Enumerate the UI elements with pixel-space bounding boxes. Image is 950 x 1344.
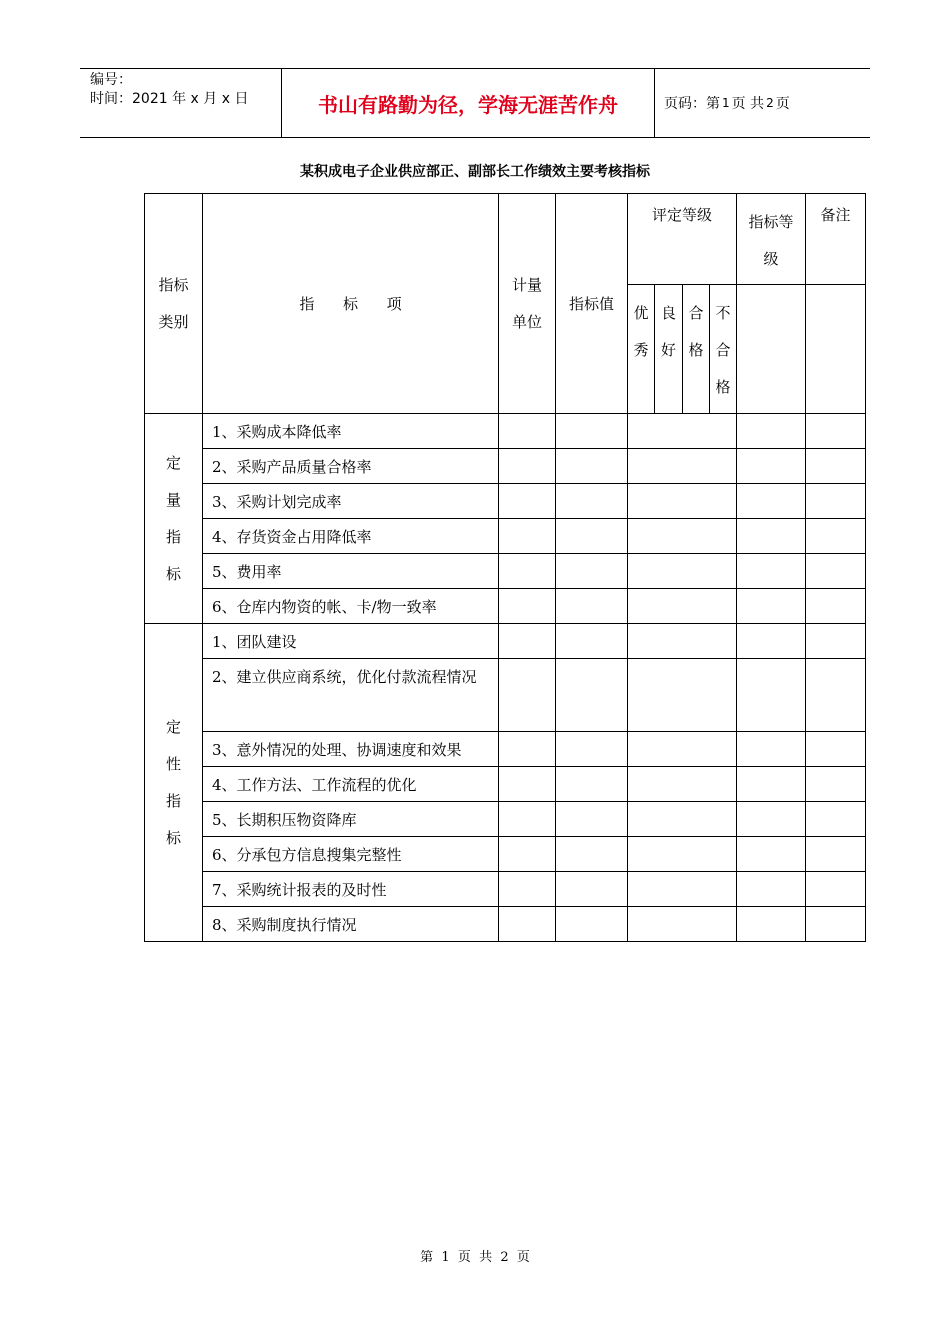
value-cell bbox=[556, 449, 628, 484]
value-cell bbox=[556, 414, 628, 449]
table-row bbox=[145, 449, 866, 484]
unit-cell bbox=[499, 519, 556, 554]
header-value: 指标值 bbox=[556, 194, 628, 414]
unit-cell bbox=[499, 907, 556, 942]
item-cell: 6、分承包方信息搜集完整性 bbox=[203, 837, 499, 872]
grade-cell bbox=[737, 872, 806, 907]
grade-cell bbox=[737, 414, 806, 449]
unit-cell bbox=[499, 449, 556, 484]
header-item: 指 标 项 bbox=[203, 194, 499, 414]
header-divider bbox=[654, 69, 655, 137]
value-cell bbox=[556, 484, 628, 519]
page-mid: 页 共 bbox=[731, 96, 765, 112]
number-label: 编号： bbox=[90, 72, 132, 88]
item-cell: 5、费用率 bbox=[203, 554, 499, 589]
unit-cell bbox=[499, 732, 556, 767]
value-cell bbox=[556, 554, 628, 589]
grade-cell bbox=[737, 554, 806, 589]
table-row bbox=[145, 659, 866, 732]
table-row bbox=[145, 732, 866, 767]
table-row bbox=[145, 907, 866, 942]
header-fail: 不 合 格 bbox=[710, 285, 737, 414]
value-cell bbox=[556, 589, 628, 624]
remark-cell bbox=[806, 414, 866, 449]
rating-cell bbox=[628, 802, 737, 837]
item-cell: 3、采购计划完成率 bbox=[203, 484, 499, 519]
header-meta bbox=[90, 71, 248, 109]
header-grade-blank bbox=[737, 285, 806, 414]
header-excellent: 优 秀 bbox=[628, 285, 655, 414]
table-row bbox=[145, 624, 866, 659]
unit-cell bbox=[499, 837, 556, 872]
header-remark-blank bbox=[806, 285, 866, 414]
value-cell bbox=[556, 907, 628, 942]
time-label: 时间：2021 年 x 月 x 日 bbox=[90, 91, 249, 107]
table-row bbox=[145, 589, 866, 624]
table-row bbox=[145, 414, 866, 449]
document-header bbox=[80, 68, 870, 138]
page-prefix: 页码：第 bbox=[664, 96, 720, 112]
grade-cell bbox=[737, 449, 806, 484]
category-quantitative: 定 量 指 标 bbox=[145, 414, 203, 624]
rating-cell bbox=[628, 872, 737, 907]
rating-cell bbox=[628, 624, 737, 659]
rating-cell bbox=[628, 484, 737, 519]
remark-cell bbox=[806, 872, 866, 907]
table-header-row bbox=[145, 194, 866, 285]
item-cell: 2、建立供应商系统，优化付款流程情况 bbox=[203, 659, 499, 732]
grade-cell bbox=[737, 767, 806, 802]
value-cell bbox=[556, 519, 628, 554]
header-motto: 书山有路勤为径，学海无涯苦作舟 bbox=[318, 92, 618, 117]
header-unit: 计量 单位 bbox=[499, 194, 556, 414]
header-good: 良 好 bbox=[655, 285, 683, 414]
item-cell: 3、意外情况的处理、协调速度和效果 bbox=[203, 732, 499, 767]
item-cell: 6、仓库内物资的帐、卡/物一致率 bbox=[203, 589, 499, 624]
rating-cell bbox=[628, 767, 737, 802]
grade-cell bbox=[737, 484, 806, 519]
item-cell: 8、采购制度执行情况 bbox=[203, 907, 499, 942]
grade-cell bbox=[737, 659, 806, 732]
unit-cell bbox=[499, 767, 556, 802]
rating-cell bbox=[628, 659, 737, 732]
rating-cell bbox=[628, 519, 737, 554]
page-total: 2 bbox=[766, 96, 774, 110]
value-cell bbox=[556, 802, 628, 837]
value-cell bbox=[556, 767, 628, 802]
item-cell: 5、长期积压物资降库 bbox=[203, 802, 499, 837]
page-footer: 第 1 页 共 2 页 bbox=[420, 1250, 530, 1265]
remark-cell bbox=[806, 624, 866, 659]
grade-cell bbox=[737, 624, 806, 659]
rating-cell bbox=[628, 732, 737, 767]
remark-cell bbox=[806, 767, 866, 802]
remark-cell bbox=[806, 907, 866, 942]
unit-cell bbox=[499, 872, 556, 907]
table-row bbox=[145, 767, 866, 802]
value-cell bbox=[556, 659, 628, 732]
item-cell: 7、采购统计报表的及时性 bbox=[203, 872, 499, 907]
grade-cell bbox=[737, 837, 806, 872]
header-rating: 评定等级 bbox=[628, 194, 737, 285]
unit-cell bbox=[499, 624, 556, 659]
header-pass: 合 格 bbox=[683, 285, 710, 414]
header-grade: 指标等 级 bbox=[737, 194, 806, 285]
table-row bbox=[145, 519, 866, 554]
table-row bbox=[145, 837, 866, 872]
grade-cell bbox=[737, 907, 806, 942]
page-current: 1 bbox=[722, 96, 730, 110]
remark-cell bbox=[806, 554, 866, 589]
item-cell: 1、团队建设 bbox=[203, 624, 499, 659]
grade-cell bbox=[737, 589, 806, 624]
rating-cell bbox=[628, 449, 737, 484]
unit-cell bbox=[499, 659, 556, 732]
remark-cell bbox=[806, 802, 866, 837]
remark-cell bbox=[806, 659, 866, 732]
unit-cell bbox=[499, 414, 556, 449]
unit-cell bbox=[499, 554, 556, 589]
table-row bbox=[145, 484, 866, 519]
remark-cell bbox=[806, 519, 866, 554]
item-cell: 2、采购产品质量合格率 bbox=[203, 449, 499, 484]
grade-cell bbox=[737, 802, 806, 837]
remark-cell bbox=[806, 484, 866, 519]
unit-cell bbox=[499, 484, 556, 519]
grade-cell bbox=[737, 519, 806, 554]
rating-cell bbox=[628, 554, 737, 589]
document-title: 某积成电子企业供应部正、副部长工作绩效主要考核指标 bbox=[300, 164, 650, 180]
unit-cell bbox=[499, 802, 556, 837]
value-cell bbox=[556, 872, 628, 907]
value-cell bbox=[556, 837, 628, 872]
table-row bbox=[145, 802, 866, 837]
remark-cell bbox=[806, 589, 866, 624]
table-row bbox=[145, 554, 866, 589]
item-cell: 1、采购成本降低率 bbox=[203, 414, 499, 449]
remark-cell bbox=[806, 732, 866, 767]
value-cell bbox=[556, 732, 628, 767]
table-row bbox=[145, 872, 866, 907]
rating-cell bbox=[628, 907, 737, 942]
value-cell bbox=[556, 624, 628, 659]
remark-cell bbox=[806, 837, 866, 872]
rating-cell bbox=[628, 837, 737, 872]
kpi-table bbox=[144, 193, 866, 942]
page-suffix: 页 bbox=[775, 96, 790, 112]
remark-cell bbox=[806, 449, 866, 484]
grade-cell bbox=[737, 732, 806, 767]
item-cell: 4、存货资金占用降低率 bbox=[203, 519, 499, 554]
header-category: 指标 类别 bbox=[145, 194, 203, 414]
header-remark: 备注 bbox=[806, 194, 866, 285]
rating-cell bbox=[628, 589, 737, 624]
rating-cell bbox=[628, 414, 737, 449]
unit-cell bbox=[499, 589, 556, 624]
category-qualitative: 定 性 指 标 bbox=[145, 624, 203, 942]
header-page-number bbox=[664, 69, 790, 137]
item-cell: 4、工作方法、工作流程的优化 bbox=[203, 767, 499, 802]
